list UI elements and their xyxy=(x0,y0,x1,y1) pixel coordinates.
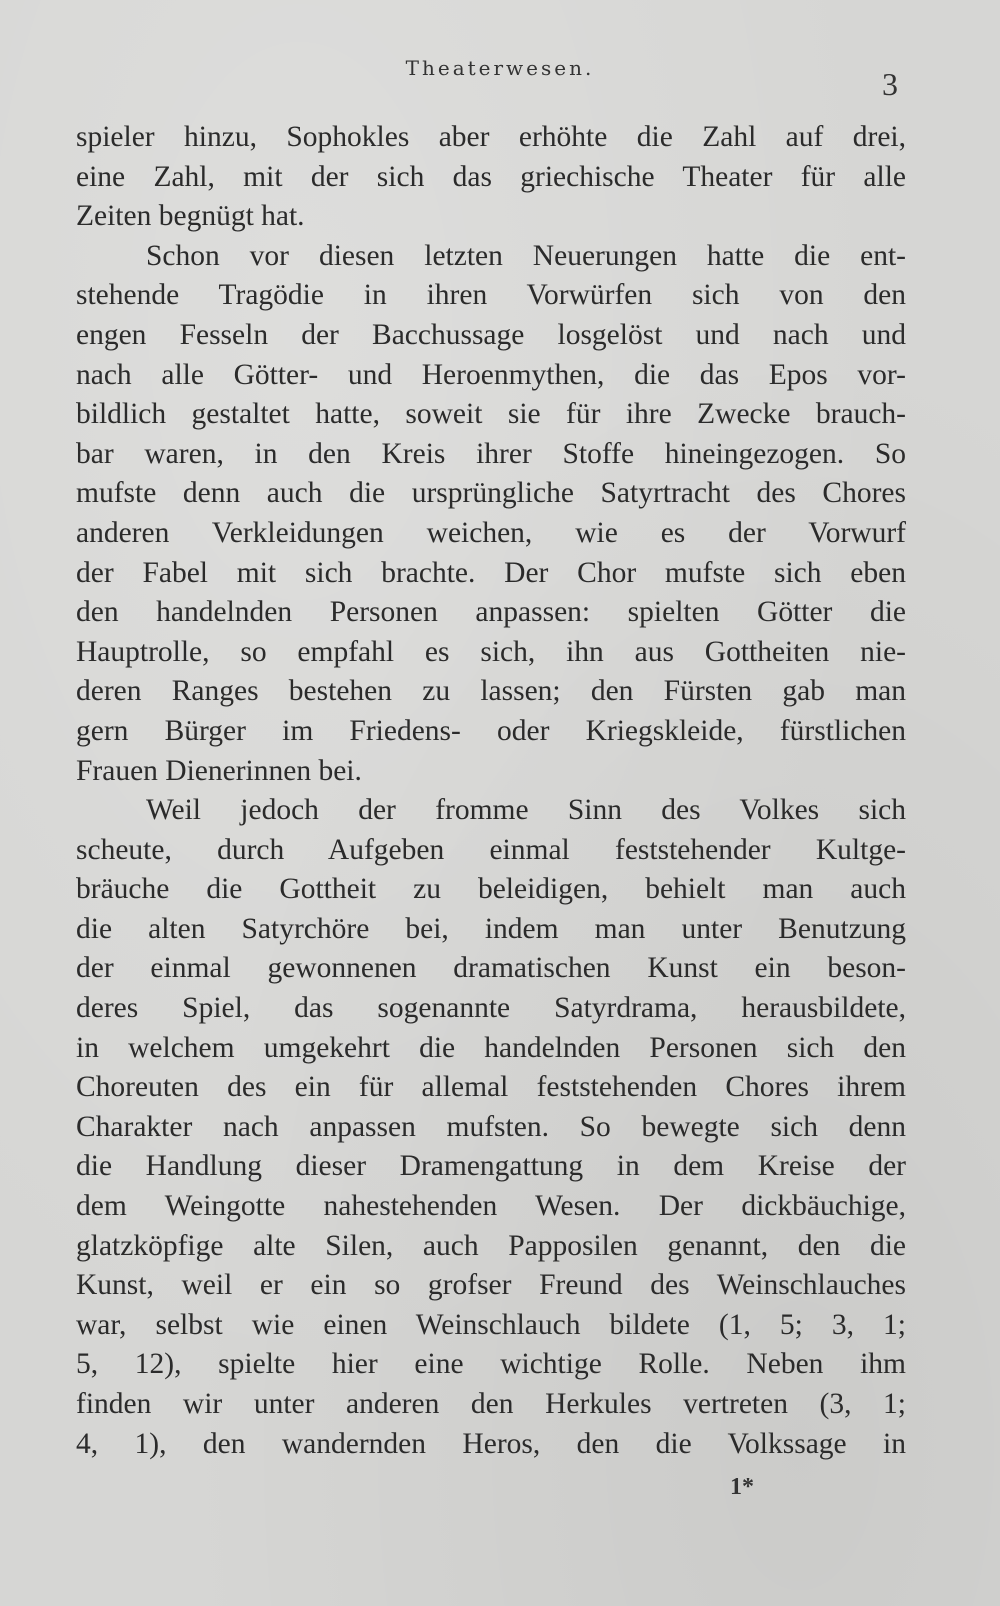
text-line: nach alle Götter- und Heroenmythen, die das Epos vor- xyxy=(76,358,906,391)
paragraph-start-line: Schon vor diesen letzten Neuerungen hatte die ent- xyxy=(146,239,906,272)
text-line: glatzköpfige alte Silen, auch Papposilen genannt, den die xyxy=(76,1229,906,1262)
text-line: stehende Tragödie in ihren Vorwürfen sich von den xyxy=(76,279,906,312)
text-line: engen Fesseln der Bacchussage losgelöst und nach und xyxy=(76,318,906,351)
text-line: scheute, durch Aufgeben einmal feststehender Kultge- xyxy=(76,833,906,866)
signature-mark: 1* xyxy=(730,1474,754,1500)
text-line: Zeiten begnügt hat. xyxy=(76,200,305,233)
text-line: der Fabel mit sich brachte. Der Chor mufste sich eben xyxy=(76,556,906,589)
paragraph-start-line: Weil jedoch der fromme Sinn des Volkes sich xyxy=(146,794,906,827)
text-line: bar waren, in den Kreis ihrer Stoffe hineingezogen. So xyxy=(76,437,906,470)
text-line: eine Zahl, mit der sich das griechische Theater für alle xyxy=(76,160,906,193)
text-line: war, selbst wie einen Weinschlauch bildete (1, 5; 3, 1; xyxy=(76,1308,906,1341)
text-line: Frauen Dienerinnen bei. xyxy=(76,754,362,787)
text-line: anderen Verkleidungen weichen, wie es der Vorwurf xyxy=(76,516,906,549)
text-line: deres Spiel, das sogenannte Satyrdrama, herausbildete, xyxy=(76,992,906,1025)
text-line: bildlich gestaltet hatte, soweit sie für ihre Zwecke brauch- xyxy=(76,398,906,431)
text-line: deren Ranges bestehen zu lassen; den Fürsten gab man xyxy=(76,675,906,708)
text-line: in welchem umgekehrt die handelnden Personen sich den xyxy=(76,1031,906,1064)
text-line: finden wir unter anderen den Herkules vertreten (3, 1; xyxy=(76,1388,906,1420)
text-line: 4, 1), den wandernden Heros, den die Volkssage in xyxy=(76,1427,906,1460)
body-text xyxy=(76,118,906,1464)
text-line: der einmal gewonnenen dramatischen Kunst ein beson- xyxy=(76,952,906,985)
text-line: gern Bürger im Friedens- oder Kriegskleide, fürstlichen xyxy=(76,714,906,747)
text-line: die Handlung dieser Dramengattung in dem Kreise der xyxy=(76,1150,906,1183)
text-line: Charakter nach anpassen mufsten. So bewegte sich denn xyxy=(76,1110,906,1143)
text-line: dem Weingotte nahestehenden Wesen. Der dickbäuchige, xyxy=(76,1190,906,1223)
running-title: Theaterwesen. xyxy=(405,56,595,80)
text-line: Choreuten des ein für allemal feststehenden Chores ihrem xyxy=(76,1071,906,1104)
text-line: den handelnden Personen anpassen: spielten Götter die xyxy=(76,596,906,629)
text-line: bräuche die Gottheit zu beleidigen, behielt man auch xyxy=(76,873,906,906)
text-line: die alten Satyrchöre bei, indem man unter Benutzung xyxy=(76,912,906,945)
text-line: mufste denn auch die ursprüngliche Satyrtracht des Chores xyxy=(76,477,906,510)
text-line: Hauptrolle, so empfahl es sich, ihn aus Gottheiten nie- xyxy=(76,635,906,668)
text-line: spieler hinzu, Sophokles aber erhöhte die Zahl auf drei, xyxy=(76,121,906,153)
text-line: 5, 12), spielte hier eine wichtige Rolle. Neben ihm xyxy=(76,1348,906,1381)
text-line: Kunst, weil er ein so grofser Freund des Weinschlauches xyxy=(76,1269,906,1302)
page-number: 3 xyxy=(882,66,898,102)
